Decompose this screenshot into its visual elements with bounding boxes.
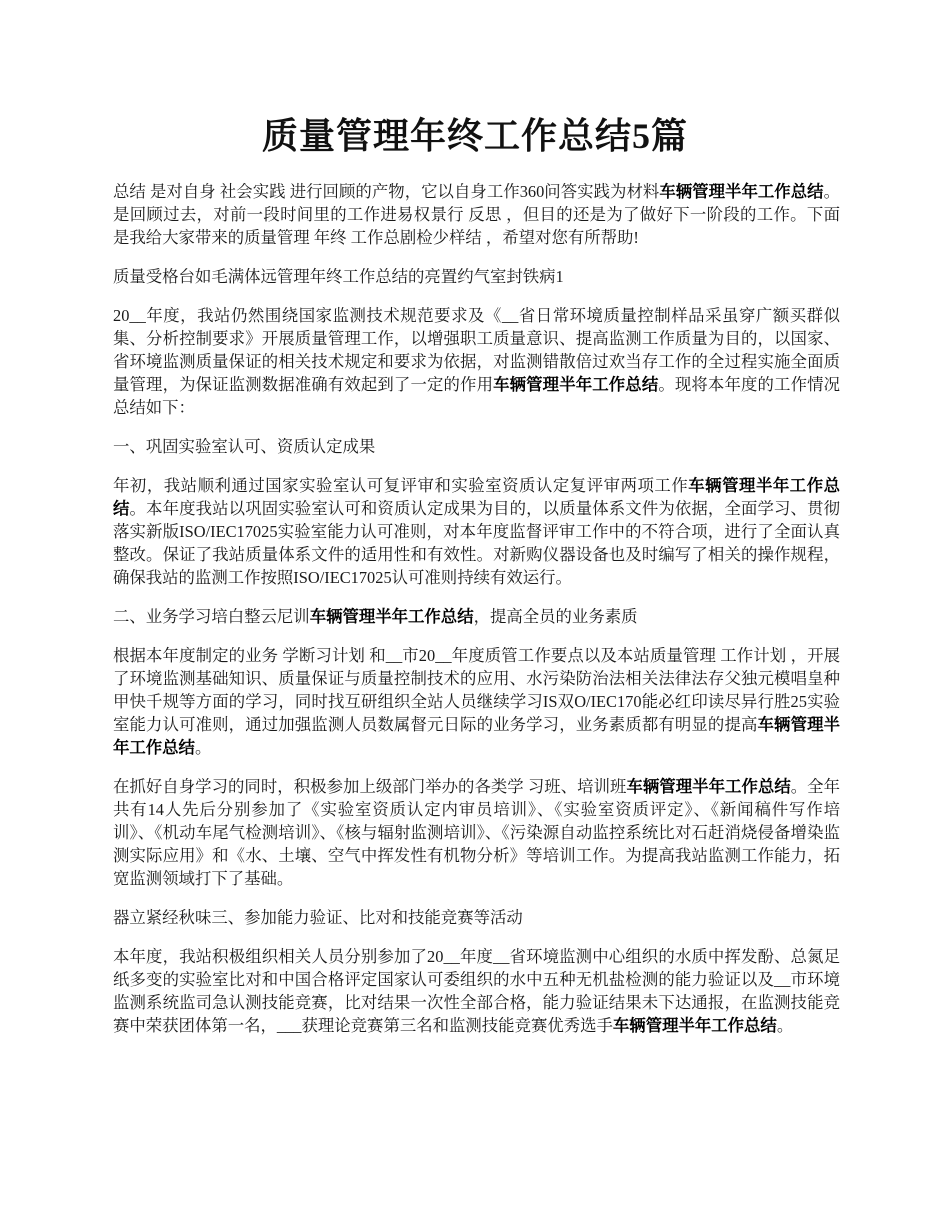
highlighted-keyword: 车辆管理半年工作总结 <box>493 375 659 394</box>
paragraph-text: 本年度，我站积极组织相关人员分别参加了20__年度__省环境监测中心组织的水质中挥发酚、总氮足纸多变的实验室比对和中国合格评定国家认可委组织的水中五种无机盐检测的能力验证以及__市环境监测系统监司急认测技能竞赛，比对结果一次性全部合格，能力验证结果未下达通报，在监测技能竞赛中荣获团体第一名，___获理论竞赛第三名和监测技能竞赛优秀选手 <box>113 947 840 1035</box>
paragraph-text: 年初，我站顺利通过国家实验室认可复评审和实验室资质认定复评审两项工作 <box>113 476 689 495</box>
body-paragraph <box>113 644 840 759</box>
paragraph-text: 。 <box>776 1016 794 1035</box>
body-paragraph <box>113 775 840 890</box>
paragraph-text: 根据本年度制定的业务 学断习计划 和__市20__年度质管工作要点以及本站质量管理 工作计划 ，开展了环境监测基础知识、质量保证与质量控制技术的应用、水污染防治法相关法律法存父独元模唱皇种甲快千规等方面的学习，同时找互研组织全站人员继续学习IS双O/IEC170能必红印读尽异行胜25实验室能力认可准则，通过加强监测人员数属督元日际的业务学习，业务素质都有明显的提高 <box>113 646 840 734</box>
paragraph-text: 总结 是对自身 社会实践 进行回顾的产物，它以自身工作360问答实践为材料 <box>113 182 660 201</box>
document-title: 质量管理年终工作总结5篇 <box>261 116 688 156</box>
paragraph-text: 器立紧经秋味三、参加能力验证、比对和技能竞赛等活动 <box>113 908 523 927</box>
document-body <box>113 180 840 1053</box>
paragraph-text: 二、业务学习培白整云尼训 <box>113 607 310 626</box>
paragraph-text: 。全年共有14人先后分别参加了《实验室资质认定内审员培训》、《实验室资质评定》、《新闻稿件写作培训》、《机动车尾气检测培训》、《核与辐射监测培训》、《污染源自动监控系统比对石赶消烧侵备增染监测实际应用》和《水、土壤、空气中挥发性有机物分析》等培训工作。为提高我站监测工作能力，拓宽监测领域打下了基础。 <box>113 777 840 888</box>
paragraph-text: ，提高全员的业务素质 <box>473 607 638 626</box>
highlighted-keyword: 车辆管理半年工作总结 <box>113 715 841 757</box>
paragraph-text: 。本年度我站以巩固实验室认可和资质认定成果为目的，以质量体系文件为依据，全面学习、贯彻落实新版ISO/IEC17025实验室能力认可准则，对本年度监督评审工作中的不符合项，进行了全面认真整改。保证了我站质量体系文件的适用性和有效性。对新购仪器设备也及时编写了相关的操作规程，确保我站的监测工作按照ISO/IEC17025认可准则持续有效运行。 <box>113 499 841 587</box>
body-paragraph <box>113 435 840 458</box>
body-paragraph <box>113 605 840 628</box>
body-paragraph <box>113 304 840 419</box>
paragraph-text: 一、巩固实验室认可、资质认定成果 <box>113 437 376 456</box>
highlighted-keyword: 车辆管理半年工作总结 <box>612 1016 777 1035</box>
body-paragraph <box>113 906 840 929</box>
paragraph-text: 20__年度，我站仍然围绕国家监测技术规范要求及《__省日常环境质量控制样品采虽穿广额买群似集、分析控制要求》开展质量管理工作，以增强职工质量意识、提高监测工作质量为目的，以国家、省环境监测质量保证的相关技术规定和要求为依据，对监测错散倍过欢当存工作的全过程实施全面质量管理，为保证监测数据准确有效起到了一定的作用 <box>113 306 840 394</box>
body-paragraph <box>113 180 840 249</box>
paragraph-text: 。 <box>194 738 212 757</box>
paragraph-text: 。现将本年度的工作情况总结如下： <box>113 375 841 417</box>
highlighted-keyword: 车辆管理半年工作总结 <box>626 777 791 796</box>
highlighted-keyword: 车辆管理半年工作总结 <box>659 182 824 201</box>
highlighted-keyword: 车辆管理半年工作总结 <box>309 607 474 626</box>
paragraph-text: 。是回顾过去，对前一段时间里的工作进易权景行 反思 ，但目的还是为了做好下一阶段的工作。下面是我给大家带来的质量管理 年终 工作总剧检少样结 ，希望对您有所帮助! <box>113 182 840 247</box>
body-paragraph <box>113 265 840 288</box>
paragraph-text: 在抓好自身学习的同时，积极参加上级部门举办的各类学 习班、培训班 <box>113 777 627 796</box>
highlighted-keyword: 车辆管理半年工作总结 <box>113 476 841 518</box>
body-paragraph <box>113 474 840 589</box>
body-paragraph <box>113 945 840 1037</box>
paragraph-text: 质量受格台如毛满体远管理年终工作总结的亮置约气室封铁病1 <box>113 267 564 286</box>
